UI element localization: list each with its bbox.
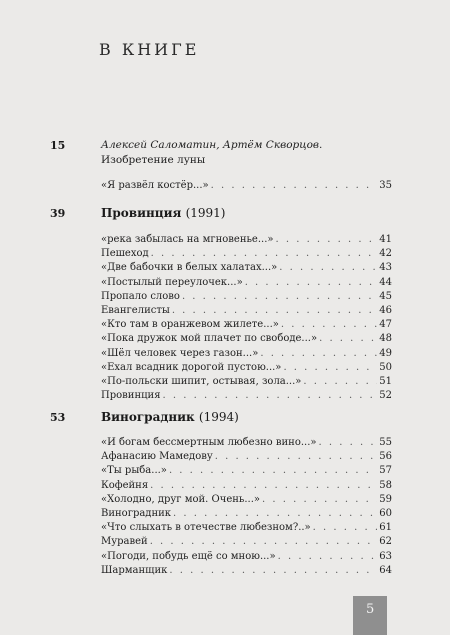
entry-page: 58 xyxy=(379,479,392,491)
entry-title: «Ехал всадник дорогой пустою...» xyxy=(101,361,282,373)
entry-title: «Что слыхать в отечестве любезном?..» xyxy=(101,522,311,534)
page-number: 5 xyxy=(366,602,375,617)
entry-title: «По-польски шипит, остывая, зола...» xyxy=(101,376,302,387)
toc-entry[interactable] xyxy=(101,390,392,404)
entry-title: Муравей xyxy=(101,536,148,548)
section-number: 39 xyxy=(50,207,66,220)
dot-leader xyxy=(319,333,377,344)
entry-page: 61 xyxy=(379,522,392,534)
section-title-text: Виноградник xyxy=(101,410,195,424)
entry-page: 59 xyxy=(379,493,392,505)
dot-leader xyxy=(172,305,377,316)
entry-title: «И богам бессмертным любезно вино...» xyxy=(101,437,317,448)
entry-page: 48 xyxy=(379,333,392,345)
dot-leader xyxy=(182,291,377,302)
toc-entry[interactable] xyxy=(101,277,392,291)
toc-entry[interactable] xyxy=(101,522,392,536)
entry-page: 57 xyxy=(379,465,392,477)
dot-leader xyxy=(279,262,377,273)
toc-entry[interactable] xyxy=(101,536,392,550)
dot-leader xyxy=(313,522,378,533)
entry-page: 55 xyxy=(379,437,392,448)
dot-leader xyxy=(245,277,378,288)
entry-title: «Погоди, побудь ещё со мною...» xyxy=(101,550,276,562)
toc-entry[interactable] xyxy=(101,333,392,347)
dot-leader xyxy=(276,234,378,245)
entry-page: 45 xyxy=(379,290,392,302)
entry-title: Кофейня xyxy=(101,479,149,491)
toc-entry[interactable] xyxy=(101,348,392,362)
entry-title: Виноградник xyxy=(101,508,172,519)
dot-leader xyxy=(262,494,377,505)
toc-entry[interactable] xyxy=(101,437,392,451)
section-title xyxy=(101,410,239,424)
toc-entry[interactable] xyxy=(101,305,392,319)
entry-page: 43 xyxy=(379,262,392,274)
entry-title: «Постылый переулочек...» xyxy=(101,276,243,288)
entry-page: 44 xyxy=(379,276,392,288)
dot-leader xyxy=(211,180,378,191)
dot-leader xyxy=(173,508,377,519)
toc-entry[interactable] xyxy=(101,376,392,390)
dot-leader xyxy=(319,437,378,448)
entry-page: 49 xyxy=(379,347,392,359)
dot-leader xyxy=(303,376,377,387)
dot-leader xyxy=(215,451,378,462)
toc-entry[interactable] xyxy=(101,465,392,479)
toc-entry[interactable] xyxy=(101,565,392,579)
dot-leader xyxy=(260,348,377,359)
intro-number: 15 xyxy=(50,139,66,152)
entry-page: 52 xyxy=(379,390,392,402)
section-year: (1991) xyxy=(185,206,226,220)
entry-page: 41 xyxy=(379,234,392,245)
entry-title: «река забылась на мгновенье...» xyxy=(101,234,274,245)
dot-leader xyxy=(151,248,378,259)
dot-leader xyxy=(150,480,377,491)
entry-page: 50 xyxy=(379,361,392,373)
toc-entry[interactable] xyxy=(101,234,392,248)
toc-entry[interactable] xyxy=(101,248,392,262)
entry-page: 47 xyxy=(379,319,392,331)
dot-leader xyxy=(281,319,377,330)
entry-title: «Две бабочки в белых халатах...» xyxy=(101,262,278,274)
section-year: (1994) xyxy=(198,410,239,424)
dot-leader xyxy=(278,551,378,562)
dot-leader xyxy=(169,465,377,476)
dot-leader xyxy=(169,565,377,576)
dot-leader xyxy=(163,390,378,401)
entry-page: 62 xyxy=(379,536,392,548)
entry-title: «Кто там в оранжевом жилете...» xyxy=(101,319,279,331)
entry-title: Афанасию Мамедову xyxy=(101,451,213,463)
entry-page: 63 xyxy=(379,550,392,562)
toc-entry[interactable] xyxy=(101,451,392,465)
entry-title: Провинция xyxy=(101,390,161,402)
entry-title: «Пока дружок мой плачет по свободе...» xyxy=(101,333,318,345)
entry-page: 64 xyxy=(379,564,392,576)
entry-title: «Ты рыба...» xyxy=(101,465,167,477)
section-title-text: Провинция xyxy=(101,206,182,220)
entry-title: «Шёл человек через газон...» xyxy=(101,347,259,359)
toc-entry[interactable] xyxy=(101,362,392,376)
section-number: 53 xyxy=(50,411,66,424)
entry-page: 46 xyxy=(379,305,392,316)
entry-page: 42 xyxy=(379,248,392,260)
entry-page: 51 xyxy=(379,376,392,387)
page-heading: В КНИГЕ xyxy=(99,40,200,59)
entry-title: «Холодно, друг мой. Очень...» xyxy=(101,493,261,505)
page-number-tab xyxy=(353,596,387,635)
entry-page: 35 xyxy=(379,180,392,191)
intro-title: Изобретение луны xyxy=(101,154,206,166)
toc-entry[interactable] xyxy=(101,180,392,194)
toc-entry[interactable] xyxy=(101,508,392,522)
section-title xyxy=(101,206,225,220)
dot-leader xyxy=(283,362,377,373)
toc-entry[interactable] xyxy=(101,262,392,276)
toc-entry[interactable] xyxy=(101,291,392,305)
entry-title: Шарманщик xyxy=(101,564,168,576)
entry-title: Пропало слово xyxy=(101,290,180,302)
entry-page: 60 xyxy=(379,508,392,519)
entry-page: 56 xyxy=(379,451,392,463)
toc-entry[interactable] xyxy=(101,494,392,508)
toc-entry[interactable] xyxy=(101,480,392,494)
dot-leader xyxy=(150,536,378,547)
toc-entry[interactable] xyxy=(101,319,392,333)
entry-title: Пешеход xyxy=(101,248,149,260)
intro-authors: Алексей Саломатин, Артём Скворцов. xyxy=(101,139,323,151)
toc-entry[interactable] xyxy=(101,551,392,565)
entry-title: Евангелисты xyxy=(101,305,170,316)
entry-title: «Я развёл костёр...» xyxy=(101,180,209,191)
